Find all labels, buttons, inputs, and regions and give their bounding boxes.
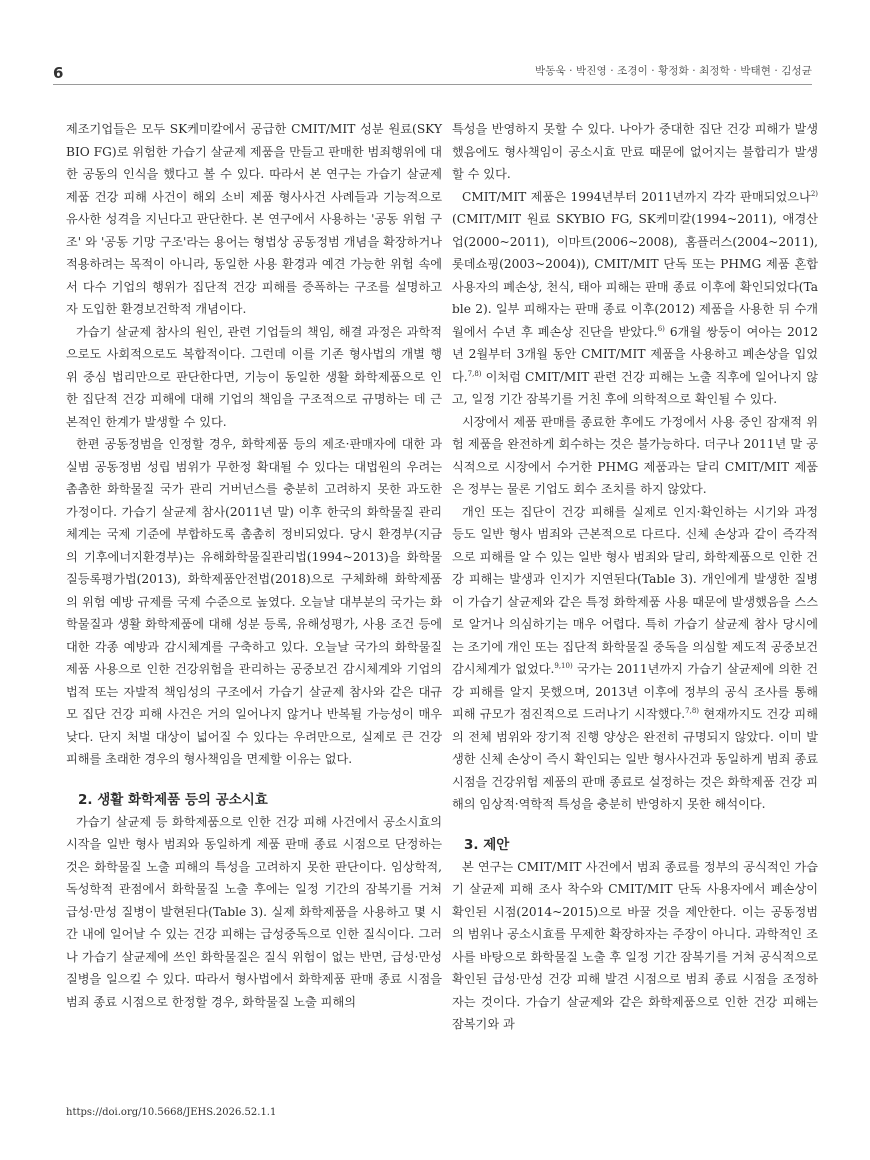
text-run: 이처럼 CMIT/MIT 관련 건강 피해는 노출 직후에 일어나지 않고, 일정 기간 잠복기를 거친 후에 의학적으로 확인될 수 있다. xyxy=(452,369,818,406)
paragraph: 시장에서 제품 판매를 종료한 후에도 가정에서 사용 중인 잠재적 위험 제품을 완전하게 회수하는 것은 불가능하다. 더구나 2011년 말 공식적으로 시장에서 수거한 PHMG 제품과는 달리 CMIT/MIT 제품은 정부는 물론 기업도 회수 조치를 하지 않았다. xyxy=(452,414,818,496)
citation: 7,8) xyxy=(467,369,482,378)
text-run: 국가는 2011년까지 가습기 살균제에 의한 건강 피해를 알지 못했으며, 2013년 이후에 정부의 공식 조사를 통해 피해 규모가 점진적으로 드러나기 시작했다. xyxy=(452,662,818,721)
paragraph: 특성을 반영하지 못할 수 있다. 나아가 중대한 집단 건강 피해가 발생했음에도 형사책임이 공소시효 만료 때문에 없어지는 불합리가 발생할 수 있다. xyxy=(452,122,818,181)
citation: 7,8) xyxy=(685,706,700,715)
doi-link[interactable]: https://doi.org/10.5668/JEHS.2026.52.1.1 xyxy=(66,1107,277,1118)
running-head-authors: 박동욱 · 박진영 · 조경이 · 황정화 · 최정학 · 박태현 · 김성균 xyxy=(535,65,812,77)
left-column xyxy=(66,118,442,1013)
citation: 6) xyxy=(657,324,665,333)
citation: 9,10) xyxy=(554,661,573,670)
text-run: 개인 또는 집단이 건강 피해를 실제로 인지·확인하는 시기와 과정 등도 일반 형사 범죄와 근본적으로 다르다. 신체 손상과 같이 즉각적으로 피해를 알 수 있는 일반 형사 범죄와 달리, 화학제품으로 인한 건강 피해는 발생과 인지가 지연된다(Table 3). 개인에게 발생한 질병이 가습기 살균제와 같은 특정 화학제품 사용 때문에 발생했음을 스스로 알거나 의심하기는 매우 어렵다. 특히 가습기 살균제 참사 당시에는 조기에 개인 또는 집단적 화학물질 중독을 의심할 제도적 공중보건 감시체계가 없었다. xyxy=(452,504,818,676)
paragraph: 가습기 살균제 참사의 원인, 관련 기업들의 책임, 해결 과정은 과학적으로도 사회적으로도 복합적이다. 그런데 이를 기존 형사법의 개별 행위 중심 법리만으로 판단한다면, 기능이 동일한 생활 화학제품으로 인한 집단적 건강 피해에 대해 기업의 책임을 구조적으로 규명하는 데 근본적인 한계가 발생할 수 있다. xyxy=(66,324,442,429)
paragraph xyxy=(452,501,818,816)
right-column xyxy=(452,118,818,1036)
section-heading: 3. 제안 xyxy=(464,836,510,853)
citation: 2) xyxy=(810,189,818,198)
text-run: (CMIT/MIT 원료 SKYBIO FG, SK케미칼(1994~2011), 애경산업(2000~2011), 이마트(2006~2008), 홈플러스(2004~2011), 롯데쇼핑(2003~2004)), CMIT/MIT 단독 또는 PHMG 제품 혼합 사용자의 폐손상, 천식, 태아 피해는 판매 종료 이후에 확인되었다(Table 2). 일부 피해자는 판매 종료 이후(2012) 제품을 사용한 뒤 수개월에서 수년 후 폐손상 진단을 받았다. xyxy=(452,212,818,339)
paragraph: 가습기 살균제 등 화학제품으로 인한 건강 피해 사건에서 공소시효의 시작을 일반 형사 범죄와 동일하게 제품 판매 종료 시점으로 단정하는 것은 화학물질 노출 피해의 특성을 고려하지 못한 판단이다. 임상학적, 독성학적 관점에서 화학물질 노출 후에는 일정 기간의 잠복기를 거쳐 급성·만성 질병이 발현된다(Table 3). 실제 화학제품을 사용하고 몇 시간 내에 일어날 수 있는 건강 피해는 급성중독으로 인한 질식이다. 그러나 가습기 살균제에 쓰인 화학물질은 질식 위험이 없는 반면, 급성·만성 질병을 일으킬 수 있다. 따라서 형사법에서 화학제품 판매 종료 시점을 범죄 종료 시점으로 한정할 경우, 화학물질 노출 피해의 xyxy=(66,814,442,1009)
text-run: 현재까지도 건강 피해의 전체 범위와 장기적 진행 양상은 완전히 규명되지 않았다. 이미 발생한 신체 손상이 즉시 확인되는 일반 형사사건과 동일하게 범죄 종료 시점을 건강위험 제품의 판매 종료로 설정하는 것은 화학제품 건강 피해의 임상적·역학적 특성을 충분히 반영하지 못한 해석이다. xyxy=(452,707,818,811)
text-run: CMIT/MIT 제품은 1994년부터 2011년까지 각각 판매되었으나 xyxy=(462,189,811,204)
paragraph: 본 연구는 CMIT/MIT 사건에서 범죄 종료를 정부의 공식적인 가습기 살균제 피해 조사 착수와 CMIT/MIT 단독 사용자에서 폐손상이 확인된 시점(2014~2015)으로 바꿀 것을 제안한다. 이는 공동정범의 범위나 공소시효를 무제한 확장하자는 주장이 아니다. 과학적인 조사를 바탕으로 화학물질 노출 후 일정 기간 잠복기를 거쳐 공식적으로 확인된 급성·만성 건강 피해 발견 시점으로 범죄 종료 시점을 조정하자는 것이다. 가습기 살균제와 같은 화학제품으로 인한 건강 피해는 잠복기와 과 xyxy=(452,859,818,1031)
paragraph: 제조기업들은 모두 SK케미칼에서 공급한 CMIT/MIT 성분 원료(SKYBIO FG)로 위험한 가습기 살균제 제품을 만들고 판매한 범죄행위에 대한 공동의 인식을 했다고 볼 수 있다. 따라서 본 연구는 가습기 살균제 제품 건강 피해 사건이 해외 소비 제품 형사사건 사례들과 기능적으로 유사한 성격을 지닌다고 판단한다. 본 연구에서 사용하는 '공동 위험 구조' 와 '공동 기망 구조'라는 용어는 형법상 공동정범 개념을 확장하거나 적용하려는 목적이 아니라, 동일한 사용 환경과 예견 가능한 위험 속에서 다수 기업의 행위가 집단적 건강 피해를 증폭하는 구조를 설명하고자 도입한 환경보건학적 개념이다. xyxy=(66,122,442,316)
paragraph xyxy=(452,186,818,411)
section-heading: 2. 생활 화학제품 등의 공소시효 xyxy=(78,791,268,808)
text-run: 6개월 쌍둥이 여아는 2012년 2월부터 3개월 동안 CMIT/MIT 제품을 사용하고 폐손상을 입었다. xyxy=(452,324,818,384)
page-number: 6 xyxy=(53,64,64,82)
paragraph: 한편 공동정범을 인정할 경우, 화학제품 등의 제조·판매자에 대한 과실범 공동정범 성립 범위가 무한정 확대될 수 있다는 대법원의 우려는 촘촘한 화학물질 국가 관리 거버넌스를 충분히 고려하지 못한 과도한 가정이다. 가습기 살균제 참사(2011년 말) 이후 한국의 화학물질 관리 체계는 국제 기준에 부합하도록 촘촘히 정비되었다. 당시 환경부(지금의 기후에너지환경부)는 유해화학물질관리법(1994~2013)을 화학물질등록평가법(2013), 화학제품안전법(2018)으로 구체화해 화학제품의 위험 예방 규제를 국제 수준으로 높였다. 오늘날 대부분의 국가는 화학물질과 생활 화학제품에 대해 성분 등록, 유해성평가, 사용 조건 등에 대한 각종 예방과 감시체계를 구축하고 있다. 오늘날 국가의 화학물질 제품 사용으로 인한 건강위험을 관리하는 공중보건 감시체계와 기업의 법적 또는 자발적 책임성의 구조에서 가습기 살균제 참사와 같은 대규모 집단 건강 피해 사건은 거의 일어나지 않거나 반복될 가능성이 매우 낮다. 단지 처벌 대상이 넓어질 수 있다는 우려만으로, 실제로 큰 건강 피해를 초래한 경우의 형사책임을 면제할 이유는 없다. xyxy=(66,437,442,766)
header-divider xyxy=(53,84,812,85)
